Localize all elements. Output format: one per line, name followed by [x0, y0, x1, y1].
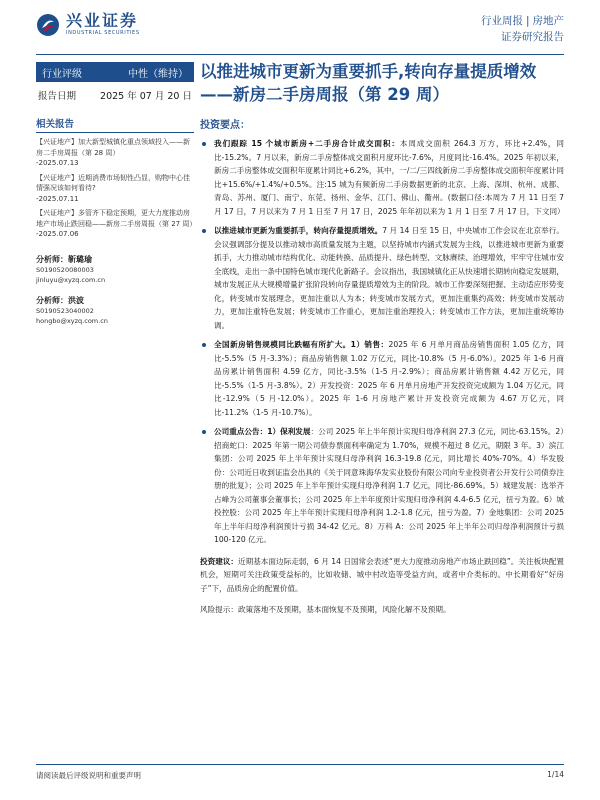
bullet-text: 7 月 14 日至 15 日，中央城市工作会议在北京举行。会议强调部分提及以推动城市高质量发展为主题，以坚持城市内涵式发展为主线，以推进城市更新为重要抓手，大力推动城市结构优化、动能转换、品质提升、绿色转型、文脉赓续、治理增效，牢牢守住城市安全底线，走出一条中国特色城市现代化新路子。会议指出，我国城镇化正从快速增长期转向稳定发展期，城市发展正从大规模增量扩张阶段转向存量提质增效为主的阶段。城市工作要深刻把握、主动适应形势变化，转变城市发展理念，更加注重以人为本；转变城市发展方式，更加注重集约高效；转变城市发展动力，更加注重特色发展；转变城市工作重心，更加注重治理投入；转变城市工作方法，更加注重统筹协调。 — [214, 226, 564, 330]
bullet-dot — [202, 343, 206, 347]
related-report-item[interactable] — [36, 137, 194, 169]
rating-bar — [36, 62, 194, 82]
bullet-lead: 全国新房销售规模同比跌幅有所扩大。1）销售： — [214, 340, 389, 349]
analyst-name: 洪波 — [68, 295, 84, 305]
page-header — [0, 0, 600, 56]
bullet-lead: 我们跟踪 15 个城市新房+二手房合计成交面积： — [214, 139, 400, 148]
footer-divider — [36, 764, 564, 765]
bullet-text: ：公司 2025 年上半年预计实现归母净利润 27.3 亿元，同比-63.15%。2）招商蛇口：2025 年第一期公司债券票面利率确定为 1.70%，规模不超过 8 亿元，期限 3 年。3）滨江集团：公司 2025 年上半年预计实现归母净利润 16.3-19.8 亿元，同比增长 40%-70%。4）华发股份：公司近日收到证监会出具的《关于同意珠海华发实业股份有限公司向专业投资者公开发行公司债券注册的批复》；公司 2025 年上半年预计实现归母净利润 1.7 亿元，同比-86.69%。5）城建发展：选举齐占峰为公司董事会董事长；公司 2025 年上半年度预计实现归母净利润 4.4-6.5 亿元，扭亏为盈。6）城投控股：公司 2025 年上半年预计实现归母净利润 1.2-1.8 亿元，扭亏为盈。7）金地集团：公司 2025 年上半年归母净利润预计亏损 34-42 亿元。8）万科 A：公司 2025 年上半年公司归母净利润预计亏损 100-120 亿元。 — [214, 427, 564, 544]
related-report-date: -2025.07.11 — [36, 194, 79, 203]
analyst-cert: S0190520080003 — [36, 265, 94, 274]
bullet-lead: 公司重点公告：1）保利发展 — [214, 427, 311, 436]
brand-logo — [36, 12, 140, 37]
bullet-item — [200, 425, 564, 547]
report-date-row — [36, 88, 194, 102]
related-report-date: -2025.07.13 — [36, 159, 79, 167]
investment-advice — [200, 555, 564, 596]
bullet-dot — [202, 430, 206, 434]
analysts-heading: 分析师： — [36, 295, 68, 305]
header-category: 行业周报 — [480, 15, 523, 27]
report-date-label: 报告日期 — [38, 91, 77, 102]
related-report-item[interactable] — [36, 208, 197, 240]
investment-points — [200, 137, 564, 617]
rating-label: 行业评级 — [42, 68, 82, 80]
bullet-dot — [202, 229, 206, 233]
analysts-heading: 分析师： — [36, 254, 68, 264]
bullet-lead: 以推进城市更新为重要抓手，转向存量提质增效。 — [214, 226, 383, 235]
header-sector: 房地产 — [532, 15, 564, 27]
bullet-item — [200, 137, 564, 218]
bullet-item — [200, 338, 564, 419]
related-report-item[interactable] — [36, 173, 194, 205]
analysts-section — [36, 254, 194, 326]
risk-warning: 风险提示：政策落地不及预期，基本面恢复不及预期，风险化解不及预期。 — [200, 605, 451, 614]
brand-logo-icon — [36, 13, 60, 37]
related-report-title[interactable]: 【兴证地产】多管齐下稳定预期，更大力度推动房地产市场止跌回稳——新房二手房周报（第 27 周） — [36, 209, 197, 228]
brand-name-en: INDUSTRIAL SECURITIES — [66, 30, 140, 36]
brand-name-cn: 兴业证券 — [66, 11, 139, 30]
page-number: 1/14 — [547, 770, 564, 779]
rating-value: 中性（维持） — [128, 68, 188, 80]
main-content — [200, 60, 564, 617]
advice-lead: 投资建议： — [200, 556, 238, 566]
related-report-date: -2025.07.06 — [36, 230, 79, 238]
analyst-email[interactable]: hongbo@xyzq.com.cn — [36, 316, 108, 325]
report-date-value: 2025 年 07 月 20 日 — [100, 91, 192, 102]
bullet-text: 2025 年 6 月单月商品房销售面积 1.05 亿方，同比-5.5%（5 月-3.3%）；商品房销售额 1.02 万亿元，同比-10.8%（5 月-6.0%）。2025 年 1-6 月商品房累计销售面积 4.59 亿方，同比-3.5%（1-5 月-2.9%）；商品房累计销售额 4.42 万亿元，同比-5.5%（1-5 月-3.8%）。2）开发投资：2025 年 6 月单月房地产开发投资完成额为 1.04 万亿元，同比-12.9%（5 月-12.0%）。2025 年 1-6 月房地产累计开发投资完成额为 4.67 万亿元，同比-11.2%（1-5 月-10.7%）。 — [214, 340, 565, 417]
analyst-cert: S0190523040002 — [36, 306, 94, 315]
bullet-dot — [202, 142, 206, 146]
analyst-name: 靳璐瑜 — [68, 254, 92, 264]
bullet-item — [200, 224, 564, 332]
header-report-type: 证券研究报告 — [501, 31, 564, 43]
analyst-card — [36, 254, 194, 265]
header-divider — [36, 54, 564, 55]
analyst-card — [36, 295, 194, 306]
header-separator: | — [525, 15, 530, 27]
bullet-text: 本周成交面积 264.3 万方，环比+2.4%，同比-15.2%。7 月以来，新房二手房整体成交面积月度环比-7.6%，月度同比-16.4%。2025 年初以来，新房二手房整体成交面积年度累计同比+6.2%，其中，一/二/三四线新房二手房整体成交面积年度累计同比+15.6%/+1.4%/+0.5%。注:15 城为有频新房二手房数据更新的北京、上海、深圳、杭州、成都、青岛、苏州、厦门、南宁、东莞、扬州、金华、江门、佛山、衢州。(数据口径:本周为 7 月 11 日至 7 月 17 日，7 月以来为 7 月 1 日至 7 月 17 日，2025 年年初以来为 1 月 1 日至 7 月 17 日，下文同） — [214, 139, 565, 216]
related-reports-heading: 相关报告 — [36, 116, 194, 133]
related-reports-list — [36, 137, 197, 240]
advice-text: 近期基本面边际走弱，6 月 14 日国常会表述“更大力度推动房地产市场止跌回稳”。关注板块配置机会，短期可关注政策受益标的，比如收储、城中村改造等受益方向，或者中介类标的。中长期看好“好房子”下，品质房企的配置价值。 — [200, 556, 564, 593]
related-report-title[interactable]: 【兴证地产】近期消费市场韧性凸显，购物中心佳情强况该如何看待? — [36, 173, 190, 192]
footer-disclaimer: 请阅读最后评级说明和重要声明 — [36, 771, 141, 780]
sidebar — [36, 62, 197, 326]
investment-heading: 投资要点： — [200, 120, 250, 131]
report-title: 以推进城市更新为重要抓手,转向存量提质增效——新房二手房周报（第 29 周） — [200, 62, 537, 104]
header-meta — [481, 13, 564, 45]
related-report-title[interactable]: 【兴证地产】加大新型城镇化重点领域投入——新房二手房周报（第 28 周） — [36, 138, 190, 157]
analyst-email[interactable]: jinluyu@xyzq.com.cn — [36, 275, 106, 284]
